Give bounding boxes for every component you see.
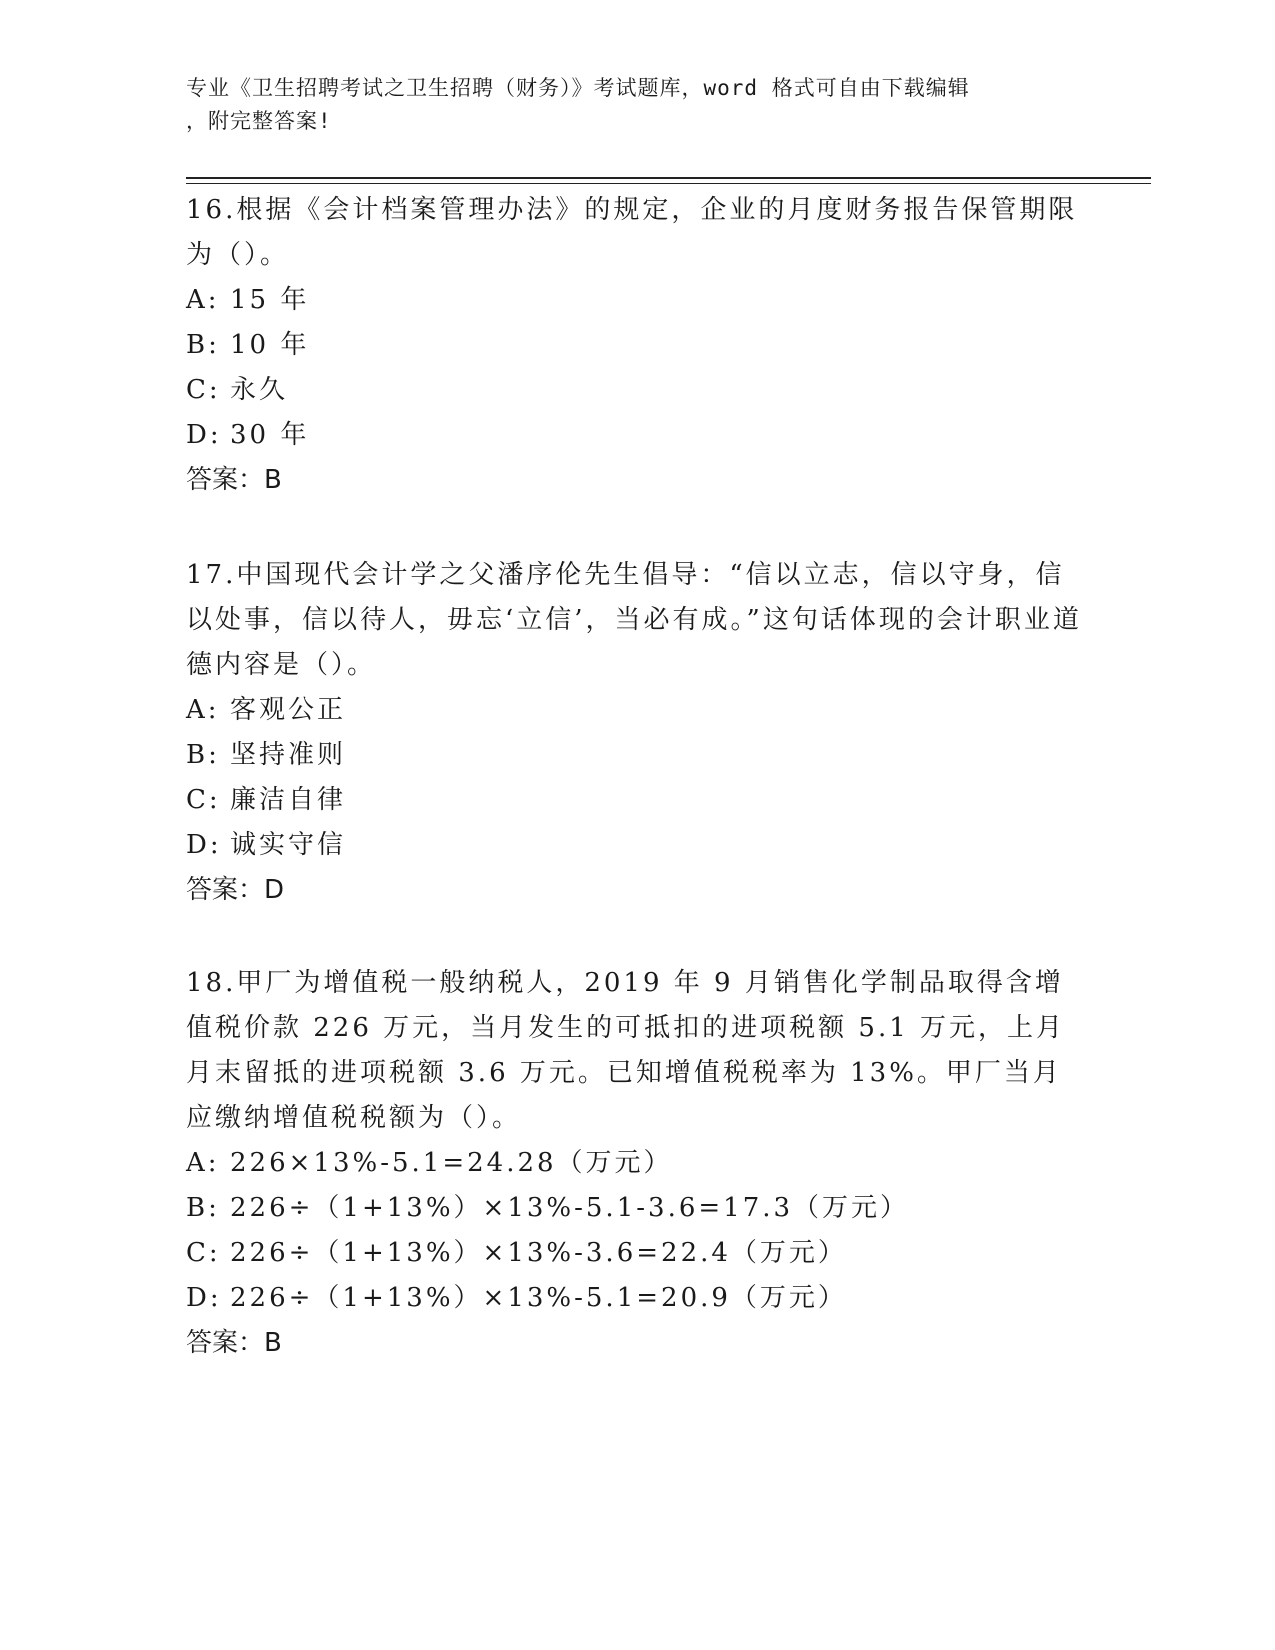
header-divider-thick bbox=[186, 177, 1151, 179]
option-a bbox=[186, 1141, 1086, 1186]
option-text: 226×13%-5.1=24.28（万元） bbox=[230, 1148, 673, 1178]
option-d bbox=[186, 413, 1086, 458]
option-c bbox=[186, 368, 1086, 413]
option-key: A: bbox=[186, 285, 220, 315]
option-text: 15 年 bbox=[230, 285, 310, 315]
option-b bbox=[186, 323, 1086, 368]
option-key: B: bbox=[186, 1193, 220, 1223]
document-header bbox=[186, 72, 1066, 138]
option-b bbox=[186, 1186, 1086, 1231]
option-text: 226÷（1+13%）×13%-5.1=20.9（万元） bbox=[230, 1283, 847, 1313]
option-text: 诚实守信 bbox=[230, 830, 347, 860]
option-key: C: bbox=[186, 1238, 221, 1268]
option-a bbox=[186, 688, 1086, 733]
question-text: 18.甲厂为增值税一般纳税人，2019 年 9 月销售化学制品取得含增值税价款 226 万元，当月发生的可抵扣的进项税额 5.1 万元，上月月末留抵的进项税额 3.6 万元。已知增值税税率为 13%。甲厂当月应缴纳增值税税额为（）。 bbox=[186, 968, 1066, 1133]
option-key: A: bbox=[186, 695, 220, 725]
option-d bbox=[186, 823, 1086, 868]
option-text: 客观公正 bbox=[230, 695, 347, 725]
question-text: 17.中国现代会计学之父潘序伦先生倡导：“信以立志，信以守身，信以处事，信以待人，毋忘‘立信’，当必有成。”这句话体现的会计职业道德内容是（）。 bbox=[186, 560, 1082, 680]
option-key: C: bbox=[186, 375, 221, 405]
option-text: 坚持准则 bbox=[230, 740, 347, 770]
option-key: C: bbox=[186, 785, 221, 815]
option-d bbox=[186, 1276, 1086, 1321]
option-key: A: bbox=[186, 1148, 220, 1178]
option-key: B: bbox=[186, 740, 220, 770]
answer-text: 答案：D bbox=[186, 875, 285, 905]
option-b bbox=[186, 733, 1086, 778]
answer-text: 答案：B bbox=[186, 1328, 282, 1358]
option-text: 廉洁自律 bbox=[230, 785, 347, 815]
option-key: B: bbox=[186, 330, 220, 360]
option-text: 226÷（1+13%）×13%-3.6=22.4（万元） bbox=[230, 1238, 847, 1268]
option-key: D: bbox=[186, 1283, 222, 1313]
option-text: 永久 bbox=[230, 375, 289, 405]
header-line-2: ，附完整答案! bbox=[186, 109, 332, 133]
option-text: 10 年 bbox=[230, 330, 310, 360]
option-text: 30 年 bbox=[230, 420, 310, 450]
question-18 bbox=[186, 961, 1086, 1366]
header-divider-thin bbox=[186, 183, 1151, 184]
option-text: 226÷（1+13%）×13%-5.1-3.6=17.3（万元） bbox=[230, 1193, 910, 1223]
question-16 bbox=[186, 188, 1086, 503]
option-key: D: bbox=[186, 830, 222, 860]
option-a bbox=[186, 278, 1086, 323]
option-key: D: bbox=[186, 420, 222, 450]
option-c bbox=[186, 1231, 1086, 1276]
answer-text: 答案：B bbox=[186, 465, 282, 495]
option-c bbox=[186, 778, 1086, 823]
question-17 bbox=[186, 553, 1086, 913]
question-text: 16.根据《会计档案管理办法》的规定，企业的月度财务报告保管期限为（）。 bbox=[186, 195, 1078, 270]
header-line-1: 专业《卫生招聘考试之卫生招聘（财务）》考试题库，word 格式可自由下载编辑 bbox=[186, 76, 970, 100]
